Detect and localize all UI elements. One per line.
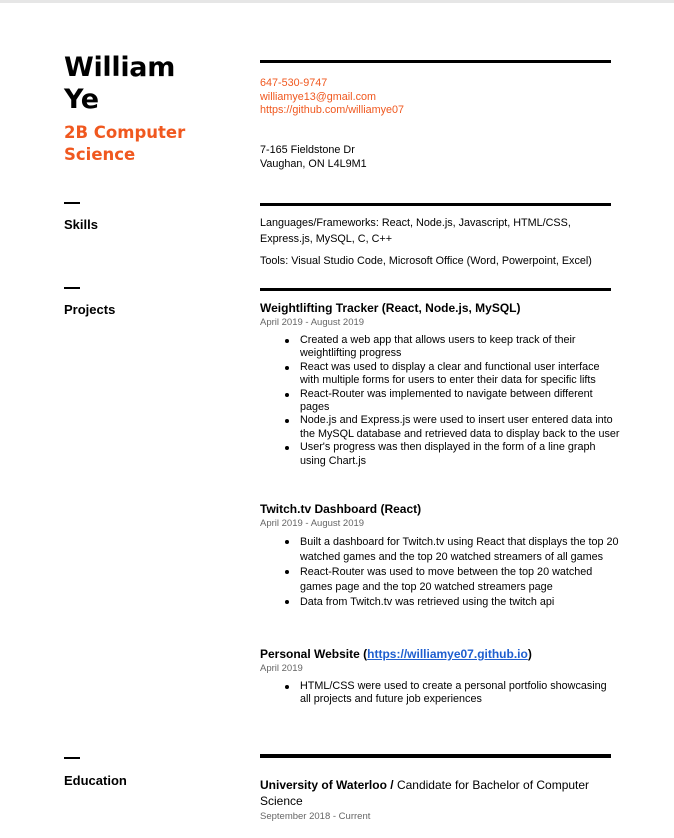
- program-line-1: 2B Computer: [64, 123, 186, 142]
- project-personal-website: [260, 646, 620, 707]
- address-line-1: 7-165 Fieldstone Dr: [260, 144, 355, 156]
- email-link[interactable]: williamye13@gmail.com: [260, 90, 376, 103]
- bullet-item: React-Router was used to move between the top 20 watched games page and the top 20 watched streamers page: [260, 565, 620, 595]
- bullet-item: React was used to display a clear and functional user interface with multiple forms for users to enter their data for specific lifts: [260, 361, 620, 388]
- bullet-item: Node.js and Express.js were used to insert user entered data into the MySQL database and retrieved data to display back to the user: [260, 414, 620, 441]
- first-name: William: [64, 52, 176, 83]
- projects-dash: [64, 287, 80, 289]
- project-title-prefix: Personal Website (: [260, 647, 368, 661]
- projects-divider: [260, 288, 611, 291]
- github-link[interactable]: https://github.com/williamye07: [260, 104, 405, 116]
- program-title: [64, 122, 244, 166]
- skills-languages: Languages/Frameworks: React, Node.js, Javascript, HTML/CSS, Express.js, MySQL, C, C++: [260, 217, 571, 245]
- contact-info: [260, 77, 404, 118]
- project-bullets: [260, 334, 620, 468]
- degree-name: Candidate for Bachelor of Computer Science: [260, 778, 590, 808]
- skills-dash: [64, 202, 80, 204]
- projects-heading: Projects: [64, 302, 116, 317]
- project-bullets: [260, 535, 620, 610]
- mailing-address: [260, 144, 367, 171]
- project-title: Weightlifting Tracker (React, Node.js, MySQL): [260, 301, 521, 315]
- education-heading: Education: [64, 773, 127, 788]
- bullet-item: Built a dashboard for Twitch.tv using React that displays the top 20 watched games and the top 20 watched streamers of all games: [260, 535, 620, 565]
- project-weightlifting: [260, 300, 620, 468]
- project-title-suffix: ): [527, 647, 532, 661]
- bullet-item: Data from Twitch.tv was retrieved using the twitch api: [260, 595, 620, 610]
- phone-link[interactable]: 647-530-9747: [260, 77, 328, 89]
- project-date: April 2019 - August 2019: [260, 518, 365, 529]
- school-name: University of Waterloo: [260, 778, 387, 792]
- page-top-edge: [0, 0, 674, 3]
- bullet-item: User's progress was then displayed in the form of a line graph using Chart.js: [260, 441, 620, 468]
- project-date: April 2019: [260, 663, 303, 674]
- project-title: [260, 646, 620, 662]
- skills-list: [260, 215, 620, 269]
- education-entry: [260, 777, 620, 823]
- project-date: April 2019 - August 2019: [260, 317, 365, 328]
- last-name: Ye: [64, 84, 99, 115]
- bullet-item: HTML/CSS were used to create a personal portfolio showcasing all projects and future job experiences: [260, 680, 620, 707]
- bullet-item: React-Router was implemented to navigate between different pages: [260, 388, 620, 415]
- project-twitch: [260, 501, 620, 610]
- project-title: Twitch.tv Dashboard (React): [260, 502, 422, 516]
- address-line-2: Vaughan, ON L4L9M1: [260, 157, 367, 170]
- website-link[interactable]: https://williamye07.github.io: [367, 647, 528, 661]
- contact-divider: [260, 60, 611, 63]
- education-date: September 2018 - Current: [260, 811, 371, 822]
- applicant-name: [64, 52, 244, 116]
- education-title: [260, 777, 620, 809]
- education-divider: [260, 754, 611, 758]
- education-dash: [64, 757, 80, 759]
- project-bullets: [260, 680, 620, 707]
- bullet-item: Created a web app that allows users to keep track of their weightlifting progress: [260, 334, 620, 361]
- school-separator: /: [386, 778, 397, 792]
- program-line-2: Science: [64, 145, 136, 164]
- skills-tools: Tools: Visual Studio Code, Microsoft Office (Word, Powerpoint, Excel): [260, 255, 592, 267]
- skills-divider: [260, 203, 611, 206]
- skills-heading: Skills: [64, 217, 98, 232]
